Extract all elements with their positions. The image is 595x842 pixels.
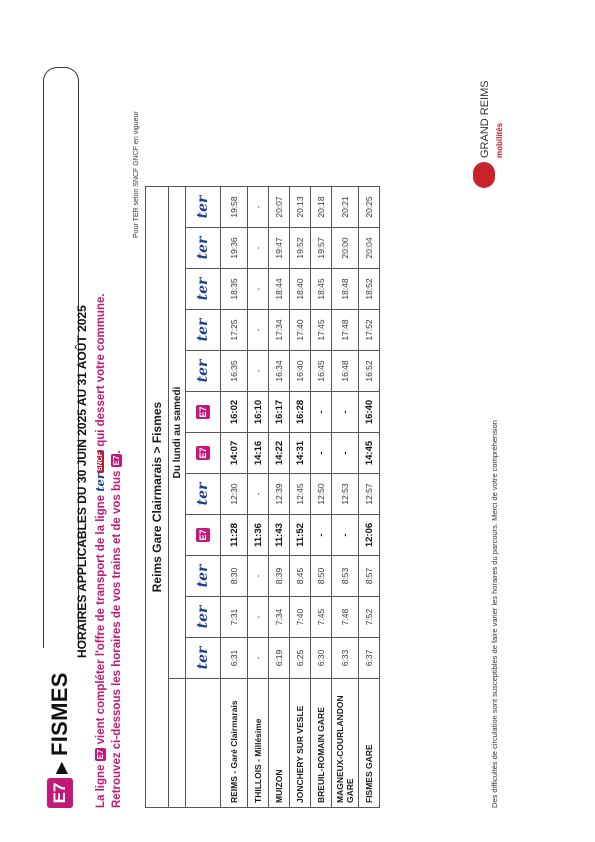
departure-time: 19:47	[269, 228, 290, 269]
departure-time: 17:40	[290, 310, 311, 351]
departure-time: 17:34	[269, 310, 290, 351]
departure-time: 8:57	[359, 556, 380, 597]
stop-row	[311, 187, 332, 808]
departure-time: -	[311, 515, 332, 556]
departure-time: 8:50	[311, 556, 332, 597]
departure-time: 6:19	[269, 638, 290, 679]
departure-time: 18:52	[359, 269, 380, 310]
applicability-dates: HORAIRES APPLICABLES DU 30 JUIN 2025 AU 31 AOÛT 2025	[75, 305, 89, 658]
departure-time: 7:48	[332, 597, 359, 638]
departure-time: 20:13	[290, 187, 311, 228]
departure-time: 14:31	[290, 433, 311, 474]
departure-time: 12:45	[290, 474, 311, 515]
line-badge: E7	[47, 778, 73, 808]
departure-time: 16:40	[359, 392, 380, 433]
stop-row	[221, 187, 248, 808]
grand-reims-logo: GRAND REIMS mobilités	[473, 80, 504, 188]
sncf-logo-icon: SNCF	[97, 452, 105, 472]
departure-time: 17:45	[311, 310, 332, 351]
departure-time: 19:36	[221, 228, 248, 269]
departure-time: 7:40	[290, 597, 311, 638]
departure-time: 6:25	[290, 638, 311, 679]
departure-time: 18:35	[221, 269, 248, 310]
line-badge-small: E7	[96, 749, 106, 760]
timetable-sheet	[45, 48, 515, 808]
stop-name: REIMS - Garé Clairmarais	[221, 679, 248, 808]
departure-time: 14:45	[359, 433, 380, 474]
departure-time: -	[311, 433, 332, 474]
departure-time: 17:48	[332, 310, 359, 351]
departure-time: 12:57	[359, 474, 380, 515]
ter-train-icon: ter	[195, 318, 211, 342]
stop-row	[269, 187, 290, 808]
stop-name: FISMES GARE	[359, 679, 380, 808]
departure-time: -	[332, 515, 359, 556]
stop-name: MUIZON	[269, 679, 290, 808]
departure-time: -	[248, 269, 269, 310]
departure-time: -	[248, 556, 269, 597]
ter-train-icon: ter	[195, 277, 211, 301]
departure-time: -	[248, 351, 269, 392]
stop-name: MAGNEUX-COURLANDON GARE	[332, 679, 359, 808]
departure-time: 19:57	[311, 228, 332, 269]
departure-time: 16:02	[221, 392, 248, 433]
departure-time: 14:07	[221, 433, 248, 474]
departure-time: 20:00	[332, 228, 359, 269]
departure-time: 20:04	[359, 228, 380, 269]
ter-train-icon: ter	[195, 195, 211, 219]
departure-time: -	[248, 187, 269, 228]
departure-time: 18:44	[269, 269, 290, 310]
bus-e7-icon: E7	[198, 406, 208, 418]
departure-time: 20:25	[359, 187, 380, 228]
departure-time: -	[332, 433, 359, 474]
departure-time: 8:39	[269, 556, 290, 597]
stop-name: THILLOIS - Millésime	[248, 679, 269, 808]
timetable-days: Du lundi au samedi	[169, 187, 186, 679]
departure-time: 7:52	[359, 597, 380, 638]
ter-train-icon: ter	[195, 236, 211, 260]
departure-time: 8:53	[332, 556, 359, 597]
ter-train-icon: ter	[195, 359, 211, 383]
timetable	[145, 186, 380, 808]
ter-train-icon: ter	[195, 605, 211, 629]
departure-time: 11:28	[221, 515, 248, 556]
bus-e7-icon: E7	[198, 529, 208, 541]
departure-time: 8:45	[290, 556, 311, 597]
departure-time: 6:30	[311, 638, 332, 679]
departure-time: 19:58	[221, 187, 248, 228]
destination-title: FISMES	[47, 672, 72, 756]
departure-time: 8:30	[221, 556, 248, 597]
departure-time: -	[248, 228, 269, 269]
ter-train-icon: ter	[195, 482, 211, 506]
ter-note: Pour TER selon SNCF GNCF en vigueur	[133, 111, 140, 238]
departure-time: 6:31	[221, 638, 248, 679]
ter-train-icon: ter	[195, 646, 211, 670]
departure-time: 16:35	[221, 351, 248, 392]
departure-time: 20:07	[269, 187, 290, 228]
departure-time: -	[248, 474, 269, 515]
departure-time: 12:50	[311, 474, 332, 515]
departure-time: -	[311, 392, 332, 433]
departure-time: 12:06	[359, 515, 380, 556]
departure-time: 17:52	[359, 310, 380, 351]
grand-reims-logo-icon	[473, 162, 495, 188]
stop-row	[290, 187, 311, 808]
departure-time: 6:37	[359, 638, 380, 679]
departure-time: 11:43	[269, 515, 290, 556]
departure-time: 17:25	[221, 310, 248, 351]
departure-time: -	[248, 310, 269, 351]
departure-time: 16:10	[248, 392, 269, 433]
stop-row	[359, 187, 380, 808]
departure-time: 12:30	[221, 474, 248, 515]
departure-time: 18:40	[290, 269, 311, 310]
departure-time: 14:22	[269, 433, 290, 474]
intro-line-1: La ligne E7 vient compléter l'offre de transport de la ligne terSNCF qui dessert votre commune.	[93, 293, 107, 808]
line-badge-small: E7	[112, 455, 122, 466]
bus-e7-icon: E7	[198, 447, 208, 459]
service-type-row	[186, 187, 221, 808]
departure-time: 12:39	[269, 474, 290, 515]
departure-time: 16:52	[359, 351, 380, 392]
departure-time: -	[248, 638, 269, 679]
departure-time: 20:21	[332, 187, 359, 228]
ter-logo-icon: ter	[93, 473, 107, 492]
departure-time: 7:31	[221, 597, 248, 638]
intro-line-2: Retrouvez ci-dessous les horaires de vos trains et de vos bus E7.	[111, 450, 123, 808]
departure-time: 11:52	[290, 515, 311, 556]
departure-time: 18:45	[311, 269, 332, 310]
departure-time: 16:28	[290, 392, 311, 433]
departure-time: 16:45	[311, 351, 332, 392]
departure-time: -	[248, 597, 269, 638]
departure-time: 12:53	[332, 474, 359, 515]
departure-time: 20:18	[311, 187, 332, 228]
footer-disclaimer: Des difficultés de circulation sont susceptibles de faire varier les horaires du parcours. Merci de votre compréhension	[490, 420, 499, 808]
departure-time: 16:17	[269, 392, 290, 433]
arrow-icon: ▶	[53, 761, 70, 774]
departure-time: 6:33	[332, 638, 359, 679]
departure-time: 16:34	[269, 351, 290, 392]
stop-row	[248, 187, 269, 808]
departure-time: 19:52	[290, 228, 311, 269]
departure-time: 7:34	[269, 597, 290, 638]
departure-time: 11:36	[248, 515, 269, 556]
timetable-title: Reims Gare Clairmarais > Fismes	[146, 187, 169, 808]
departure-time: -	[332, 392, 359, 433]
departure-time: 14:16	[248, 433, 269, 474]
departure-time: 18:48	[332, 269, 359, 310]
departure-time: 16:40	[290, 351, 311, 392]
ter-train-icon: ter	[195, 564, 211, 588]
departure-time: 7:45	[311, 597, 332, 638]
stop-name: BREUIL-ROMAIN GARE	[311, 679, 332, 808]
stop-name: JONCHERY SUR VESLE	[290, 679, 311, 808]
header-frame	[43, 67, 79, 648]
stop-row	[332, 187, 359, 808]
departure-time: 16:48	[332, 351, 359, 392]
